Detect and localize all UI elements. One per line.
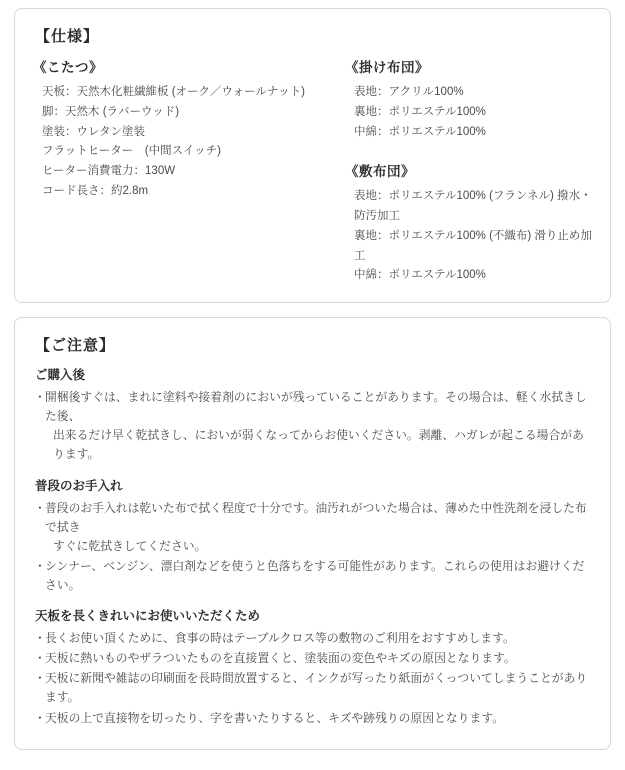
bullet-icon: ・ — [34, 390, 46, 405]
spec-line: 中綿：ポリエステル100% — [354, 125, 486, 138]
notice-item-line: シンナー、ベンジン、漂白剤などを使うと色落ちをする可能性があります。これらの使用はお避けください。 — [45, 558, 585, 592]
spec-column-kotatsu — [33, 56, 333, 202]
spec-line: 表地：ポリエステル100% (フランネル) 撥水・防汚加工 — [354, 190, 592, 223]
spec-line: 裏地：ポリエステル100% (不織布) 滑り止め加工 — [354, 229, 592, 262]
spec-columns — [33, 56, 592, 286]
notice-item — [33, 557, 592, 595]
notice-item-line: 天板の上で直接物を切ったり、字を書いたりすると、キズや跡残りの原因となります。 — [45, 710, 504, 725]
notice-item-line: 出来るだけ早く乾拭きし、においが弱くなってからお使いください。剥離、ハガレが起こる場合があります。 — [53, 428, 584, 462]
spec-heading-kakebuton: 《掛け布団》 — [345, 60, 429, 75]
spec-line: ヒーター消費電力：130W — [42, 165, 176, 178]
spec-line: 裏地：ポリエステル100% — [354, 105, 486, 118]
notice-section-tabletop — [33, 606, 592, 728]
notice-item — [33, 388, 592, 464]
bullet-icon: ・ — [34, 631, 46, 646]
notice-section-care — [33, 476, 592, 596]
spec-line: コード長さ：約2.8m — [42, 184, 149, 197]
spec-column-futon — [333, 56, 592, 286]
spec-line: 脚：天然木 (ラバーウッド) — [42, 105, 180, 118]
bullet-icon: ・ — [34, 651, 46, 666]
spec-card — [14, 8, 611, 303]
spec-heading-kotatsu: 《こたつ》 — [33, 60, 103, 75]
notice-item — [33, 709, 592, 728]
notice-item-line: 開梱後すぐは、まれに塗料や接着剤のにおいが残っていることがあります。その場合は、軽く水拭きした後、 — [45, 390, 587, 424]
notice-item-line: 天板に新聞や雑誌の印刷面を長時間放置すると、インクが写ったり紙面がくっついてしまうことがあります。 — [45, 671, 588, 705]
spec-line: 天板：天然木化粧繊維板 (オーク／ウォールナット) — [42, 86, 305, 98]
notice-card — [14, 317, 611, 750]
notice-item — [33, 669, 592, 707]
notice-item-line: 長くお使い頂くために、食事の時はテーブルクロス等の敷物のご利用をおすすめします。 — [45, 631, 515, 646]
spec-line: 塗装：ウレタン塗装 — [42, 125, 146, 138]
spec-line: 表地：アクリル100% — [354, 86, 464, 98]
notice-item — [33, 629, 592, 648]
spec-card-title: 【仕様】 — [35, 28, 100, 45]
bullet-icon: ・ — [34, 500, 46, 515]
bullet-icon: ・ — [34, 558, 46, 573]
notice-item — [33, 649, 592, 668]
spec-heading-shikibuton: 《敷布団》 — [345, 164, 415, 180]
notice-heading: ご購入後 — [35, 368, 86, 383]
notice-section-purchase — [33, 365, 592, 464]
bullet-icon: ・ — [34, 671, 46, 686]
bullet-icon: ・ — [34, 710, 46, 725]
spec-line: フラットヒーター (中間スイッチ) — [42, 145, 222, 158]
notice-item-line: 普段のお手入れは乾いた布で拭く程度で十分です。油汚れがついた場合は、薄めた中性洗剤を浸した布で拭き — [45, 500, 587, 534]
notice-heading: 天板を長くきれいにお使いいただくため — [35, 609, 261, 624]
notice-card-title: 【ご注意】 — [35, 337, 116, 355]
spec-line: 中綿：ポリエステル100% — [354, 269, 486, 282]
notice-item — [33, 499, 592, 556]
notice-item-line: 天板に熱いものやザラついたものを直接置くと、塗装面の変色やキズの原因となります。 — [45, 651, 516, 666]
notice-item-line: すぐに乾拭きしてください。 — [53, 538, 207, 553]
notice-heading: 普段のお手入れ — [35, 478, 123, 493]
